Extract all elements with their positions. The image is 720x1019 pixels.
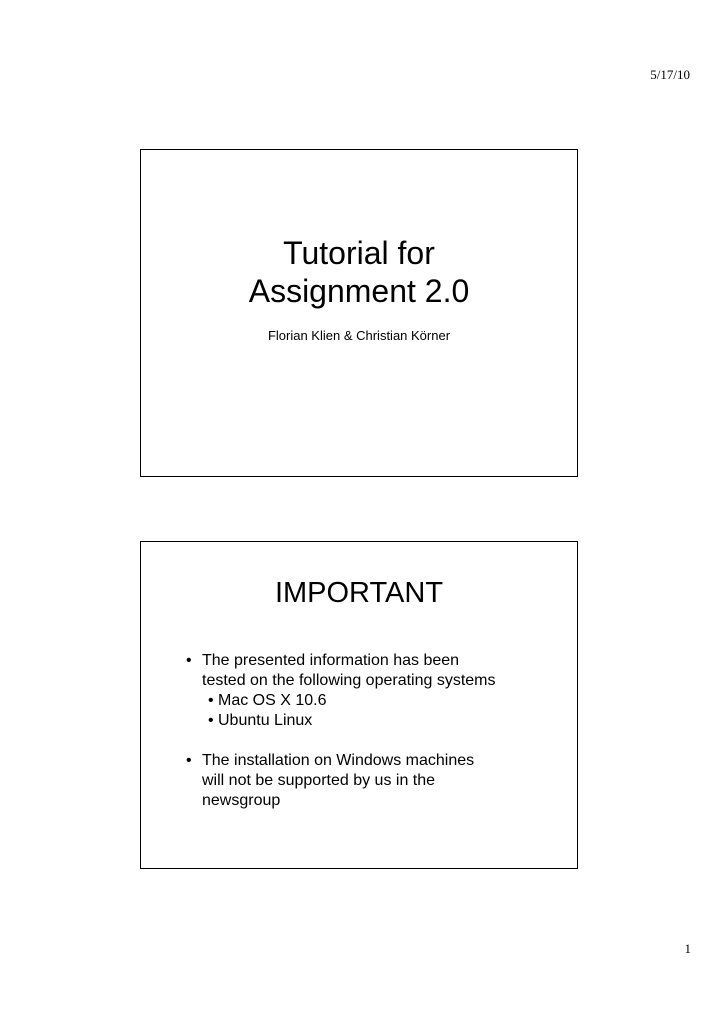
sub-bullet-item-mac (208, 691, 571, 711)
bullet-text-line: The presented information has been (202, 652, 460, 669)
slide-subtitle-authors: Florian Klien & Christian Körner (267, 328, 451, 343)
slide-title-page (140, 149, 578, 477)
title-block (141, 234, 577, 344)
page-number: 1 (684, 941, 691, 956)
bullet-dot-icon: • (186, 752, 192, 769)
slide-title (141, 234, 577, 310)
bullet-list (186, 651, 571, 811)
slide-title-line-2: Assignment 2.0 (248, 273, 470, 309)
sub-bullet-text: Ubuntu Linux (218, 712, 313, 729)
bullet-text-line: will not be supported by us in the (202, 772, 436, 789)
bullet-dot-icon: • (208, 712, 214, 729)
page-date: 5/17/10 (650, 67, 690, 82)
slide-title-line-1: Tutorial for (283, 235, 435, 271)
sub-bullet-text: Mac OS X 10.6 (218, 692, 327, 709)
bullet-item-windows (186, 751, 571, 811)
bullet-dot-icon: • (208, 692, 214, 709)
slide-important (140, 541, 578, 869)
bullet-text-line: tested on the following operating systems (202, 672, 496, 689)
bullet-dot-icon: • (186, 652, 192, 669)
bullet-spacer (186, 731, 571, 751)
bullet-text-line: The installation on Windows machines (202, 752, 475, 769)
bullet-item-tested-os (186, 651, 571, 691)
slide-heading: IMPORTANT (274, 577, 444, 609)
sub-bullet-list (208, 691, 571, 731)
sub-bullet-item-ubuntu (208, 711, 571, 731)
bullet-text-line: newsgroup (202, 792, 281, 809)
